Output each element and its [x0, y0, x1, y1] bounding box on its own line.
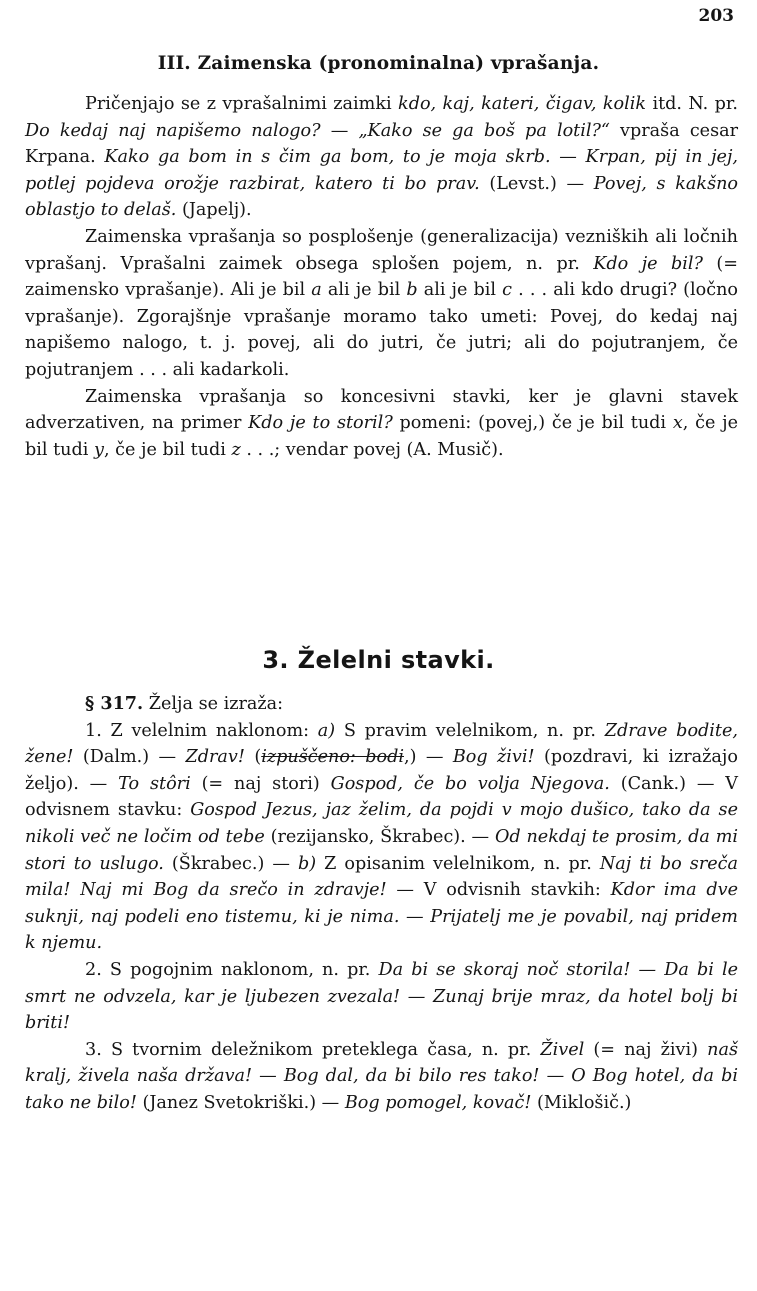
text-run: Z opisanim velelnikom, n. pr. — [316, 853, 600, 874]
italic-run: Kdo je bil? — [593, 253, 703, 274]
text-run: ali je bil — [321, 280, 407, 301]
chapter-title: 3. Želelni stavki. — [262, 646, 495, 674]
italic-run: izpuščeno: bodi — [261, 747, 404, 768]
italic-run: a — [311, 280, 322, 301]
text-run: (Škrabec.) — — [163, 853, 298, 874]
page-number: 203 — [698, 6, 734, 26]
text-run: (Levst.) — — [479, 173, 594, 194]
text-run: (Japelj). — [176, 200, 252, 221]
paragraph-section-317 — [25, 691, 738, 718]
text-run: (Miklošič.) — [531, 1092, 632, 1113]
paragraph — [25, 957, 738, 1037]
italic-run: Zdrav! — [185, 747, 245, 768]
text-run: S pravim velelnikom, n. pr. — [335, 720, 605, 741]
section-body — [25, 91, 738, 463]
text-run: (Dalm.) — — [73, 747, 186, 768]
text-run: , če je bil tudi — [25, 413, 739, 460]
italic-run: Do kedaj naj napišemo nalogo? — [25, 120, 321, 141]
text-run: Zaimenska vprašanja so posplošenje (generalizacija) vezniških ali ločnih vprašanj. Vprašalni zaimek obsega splošen pojem, n. pr. — [25, 226, 738, 274]
italic-run: a) — [317, 720, 336, 741]
paragraph — [25, 91, 738, 224]
bold-run: § 317. — [85, 693, 144, 714]
text-run: (Janez Svetokriški.) — — [136, 1092, 345, 1113]
italic-run: z — [231, 439, 241, 460]
text-run: ( — [244, 747, 262, 768]
italic-run: Bog živi! — [452, 747, 535, 768]
italic-run: Da bi se skoraj noč storila! — Da bi le smrt ne odvzela, kar je ljubezen zvezala! — Zunaj brije mraz, da hotel bolj bi briti! — [25, 959, 738, 1034]
text-run: — V odvisnih stavkih: — [386, 880, 611, 901]
paragraph — [25, 1037, 738, 1117]
text-run: (Cank.) — V odvisnem stavku: — [25, 773, 738, 821]
text-run: — — [320, 120, 359, 141]
text-run: pomeni: (povej,) če je bil tudi — [392, 413, 673, 434]
text-run: 1. Z velelnim naklonom: — [85, 720, 318, 741]
italic-run: b) — [298, 853, 317, 874]
text-run: ,) — — [403, 747, 453, 768]
italic-run: b — [406, 280, 418, 301]
text-run: 2. S pogojnim naklonom, n. pr. — [85, 959, 379, 980]
text-run: (= zaimensko vprašanje). Ali je bil — [25, 253, 739, 301]
italic-run: Povej, s kakšno oblastjo to delaš. — [25, 173, 739, 221]
paragraph — [25, 384, 738, 464]
italic-run: y — [94, 439, 104, 460]
italic-run: Gospod, če bo volja Njegova. — [330, 773, 610, 794]
italic-run: Naj ti bo sreča mila! Naj mi Bog da srečo in zdravje! — [25, 853, 738, 901]
text-run: (rezijansko, Škrabec). — — [264, 826, 495, 847]
text-run: . . .; vendar povej (A. Musič). — [240, 439, 504, 460]
paragraph — [25, 718, 738, 957]
text-run: Zaimenska vprašanja so koncesivni stavki, ker je glavni stavek adverzativen, na primer — [25, 386, 738, 434]
chapter-body — [25, 691, 738, 1117]
text-run: . . . ali kdo drugi? (ločno vprašanje). Zgorajšnje vprašanje moramo tako umeti: Povej, do kedaj naj napišemo nalogo, t. j. povej, ali do jutri, če jutri; ali do pojutranjem, če pojutranjem . . . ali kadarkoli. — [25, 280, 738, 380]
text-run: Pričenjajo se z vprašalnimi zaimki — [85, 94, 399, 114]
text-run: ali je bil — [417, 280, 503, 301]
text-run: , če je bil tudi — [103, 439, 232, 460]
italic-run: Kdo je to storil? — [248, 413, 393, 434]
text-run: Želja se izraža: — [143, 694, 284, 714]
text-run: vpraša cesar Krpana. — [25, 120, 739, 168]
paragraph — [25, 224, 738, 384]
italic-run: „Kako se ga boš pa lotil?“ — [358, 120, 610, 141]
italic-run: Od nekdaj te prosim, da mi stori to uslugo. — [25, 826, 739, 874]
section-title: III. Zaimenska (pronominalna) vprašanja. — [157, 53, 600, 74]
text-run: (= naj stori) — [190, 773, 331, 794]
italic-run: c — [502, 280, 513, 301]
italic-run: Bog pomogel, kovač! — [344, 1092, 532, 1113]
italic-run: Kako ga bom in s čim ga bom, to je moja skrb. — Krpan, pij in jej, potlej pojdeva orožje razbirat, katero ti bo prav. — [25, 147, 739, 194]
italic-run: Zdrave bodite, žene! — [25, 720, 738, 768]
italic-run: Kdor ima dve suknji, naj podeli eno tistemu, ki je nima. — Prijatelj me je povabil, naj pridem k njemu. — [25, 880, 738, 954]
italic-run: To stôri — [118, 773, 191, 794]
text-run: 3. S tvornim deležnikom preteklega časa, n. pr. — [85, 1039, 541, 1060]
italic-run: Gospod Jezus, jaz želim, da pojdi v mojo dušico, tako da se nikoli več ne ločim od tebe — [25, 800, 738, 847]
italic-run: x — [672, 413, 683, 434]
italic-run: kdo, kaj, kateri, čigav, kolik — [398, 94, 647, 114]
text-run: (= naj živi) — [584, 1039, 708, 1060]
italic-run: Živel — [540, 1039, 585, 1060]
text-run: (pozdravi, ki izražajo željo). — — [25, 747, 738, 794]
text-run: itd. N. pr. — [646, 94, 738, 114]
italic-run: naš kralj, živela naša država! — Bog dal, da bi bilo res tako! — O Bog hotel, da bi tako ne bilo! — [25, 1039, 738, 1113]
